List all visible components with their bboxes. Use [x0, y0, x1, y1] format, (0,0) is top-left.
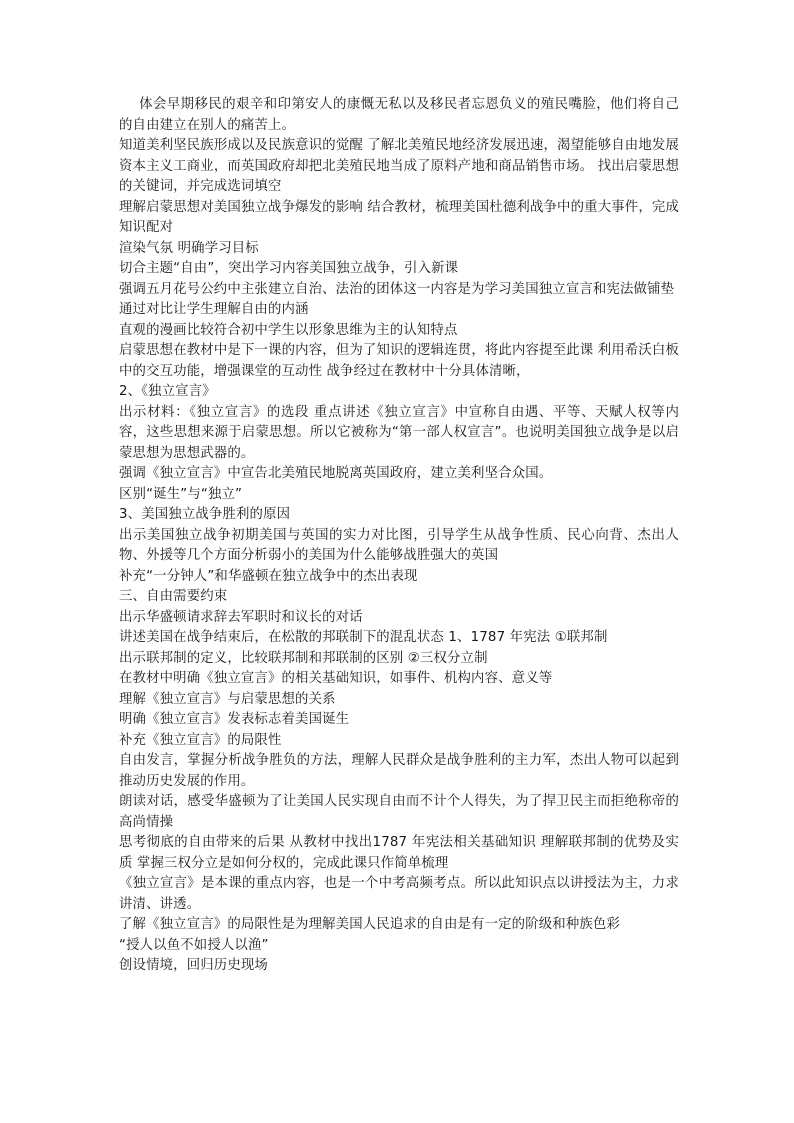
paragraph: 渲染气氛 明确学习目标 [119, 240, 259, 256]
quote-line: “授人以鱼不如授人以渔” [119, 937, 269, 953]
paragraph: 知道美利坚民族形成以及民族意识的觉醒 了解北美殖民地经济发展迅速，渴望能够自由地发展资本主义工商业，而英国政府却把北美殖民地当成了原料产地和商品销售市场。 找出启蒙思想的关键词，并完成选词填空 [119, 138, 679, 194]
paragraph: 思考彻底的自由带来的后果 从教材中找出1787 年宪法相关基础知识 理解联邦制的优势及实质 掌握三权分立是如何分权的，完成此课只作简单梳理 [119, 835, 679, 871]
paragraph: 了解《独立宣言》的局限性是为理解美国人民追求的自由是有一定的阶级和种族色彩 [119, 917, 621, 932]
paragraph: 《独立宣言》是本课的重点内容，也是一个中考高频考点。所以此知识点以讲授法为主，力求讲清、讲透。 [119, 876, 679, 912]
paragraph: 出示联邦制的定义，比较联邦制和邦联制的区别 ②三权分立制 [119, 650, 488, 666]
paragraph: 补充“一分钟人”和华盛顿在独立战争中的杰出表现 [119, 568, 418, 584]
paragraph: 强调《独立宣言》中宣告北美殖民地脱离英国政府，建立美利坚合众国。 [119, 466, 553, 481]
paragraph: 理解启蒙思想对美国独立战争爆发的影响 结合教材，梳理美国杜德利战争中的重大事件，完成知识配对 [119, 199, 679, 235]
paragraph: 理解《独立宣言》与启蒙思想的关系 [119, 691, 336, 707]
paragraph: 出示华盛顿请求辞去军职时和议长的对话 [119, 609, 363, 625]
paragraph: 直观的漫画比较符合初中学生以形象思维为主的认知特点 [119, 322, 458, 338]
paragraph: 出示材料：《独立宣言》的选段 重点讲述《独立宣言》中宣称自由遇、平等、天赋人权等内容，这些思想来源于启蒙思想。所以它被称为“第一部人权宣言”。也说明美国独立战争是以启蒙思想为思想武器的。 [119, 404, 679, 461]
document-body [119, 95, 679, 977]
section-heading: 三、自由需要约束 [119, 589, 228, 604]
paragraph: 出示美国独立战争初期美国与英国的实力对比图，引导学生从战争性质、民心向背、杰出人物、外援等几个方面分析弱小的美国为什么能够战胜强大的英国 [119, 527, 679, 563]
paragraph: 通过对比让学生理解自由的内涵 [119, 302, 309, 317]
section-heading: 3、美国独立战争胜利的原因 [119, 507, 291, 522]
paragraph: 自由发言，掌握分析战争胜负的方法，理解人民群众是战争胜利的主力军，杰出人物可以起到推动历史发展的作用。 [119, 753, 679, 789]
paragraph: 在教材中明确《独立宣言》的相关基础知识，如事件、机构内容、意义等 [119, 671, 553, 686]
paragraph: 区别“诞生”与“独立” [119, 486, 243, 502]
paragraph: 讲述美国在战争结束后，在松散的邦联制下的混乱状态 1、1787 年宪法 ①联邦制 [119, 630, 608, 645]
paragraph: 朗读对话，感受华盛顿为了让美国人民实现自由而不计个人得失，为了捍卫民主而拒绝称帝的高尚情操 [119, 794, 679, 830]
paragraph: 切合主题“自由”，突出学习内容美国独立战争，引入新课 [119, 261, 459, 276]
paragraph: 启蒙思想在教材中是下一课的内容，但为了知识的逻辑连贯，将此内容提至此课 利用希沃白板中的交互功能，增强课堂的互动性 战争经过在教材中十分具体清晰， [119, 343, 679, 379]
section-heading: 2、《独立宣言》 [119, 384, 216, 399]
paragraph: 明确《独立宣言》发表标志着美国诞生 [119, 712, 350, 727]
paragraph: 创设情境，回归历史现场 [119, 958, 268, 973]
paragraph: 强调五月花号公约中主张建立自治、法治的团体这一内容是为学习美国独立宣言和宪法做铺垫 [119, 281, 675, 297]
paragraph: 补充《独立宣言》的局限性 [119, 732, 282, 748]
paragraph: 体会早期移民的艰辛和印第安人的康慨无私以及移民者忘恩负义的殖民嘴脸，他们将自己的自由建立在别人的痛苦上。 [119, 97, 679, 133]
